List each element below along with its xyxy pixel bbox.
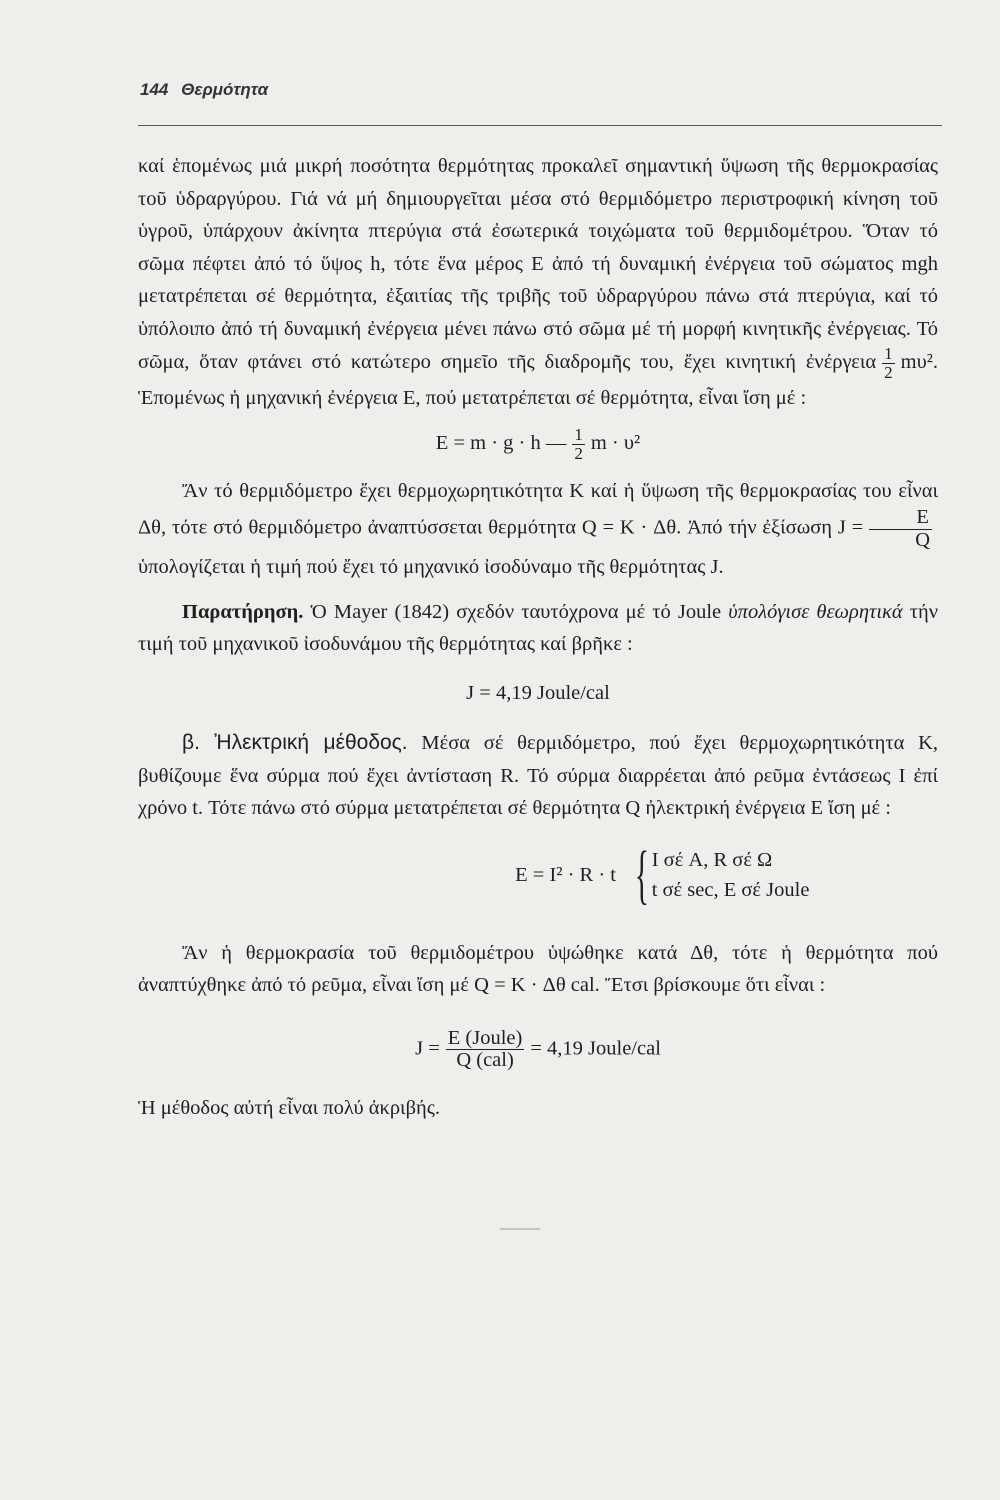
paragraph-remark bbox=[138, 596, 938, 661]
method-title: β. Ἠλεκτρική μέθοδος. bbox=[182, 731, 408, 755]
page-content bbox=[138, 150, 938, 1124]
formula-energy bbox=[138, 426, 938, 463]
fraction-numerator: E (Joule) bbox=[447, 1026, 523, 1049]
fraction-numerator: E bbox=[869, 507, 932, 530]
remark-text-b: τήν τιμή τοῦ μηχανικοῦ ἰσοδυνάμου τῆς θερμότητας καί βρῆκε : bbox=[138, 600, 938, 656]
fraction-numerator: 1 bbox=[574, 425, 583, 445]
paragraph-conclusion bbox=[138, 1092, 938, 1125]
fraction-half bbox=[882, 345, 895, 382]
fraction-denominator: 2 bbox=[884, 362, 893, 382]
temperature-rise-text: Ἄν ἡ θερμοκρασία τοῦ θερμιδομέτρου ὑψώθηκε κατά Δθ, τότε ἡ θερμότητα πού ἀναπτύχθηκε ἀπό τό ρεῦμα, εἶναι ἴση μέ Q = K · Δθ cal. Ἔτσι βρίσκουμε ὅτι εἶναι : bbox=[138, 941, 938, 997]
formula-electric-equation: E = I² · R · t bbox=[515, 863, 616, 886]
formula-joule-text: J = 4,19 Joule/cal bbox=[466, 681, 610, 704]
fraction-numerator: 1 bbox=[884, 344, 893, 363]
page-header bbox=[140, 80, 268, 100]
formula-j-right: = 4,19 Joule/cal bbox=[530, 1037, 661, 1060]
unit-line-2: t σέ sec, E σέ Joule bbox=[651, 878, 810, 901]
formula-j-ratio bbox=[138, 1028, 938, 1072]
calorimeter-text-b: ὑπολογίζεται ἡ τιμή πού ἔχει τό μηχανικό ἰσοδύναμο τῆς θερμότητας J. bbox=[138, 556, 724, 579]
remark-italic: ὑπολόγισε θεωρητικά bbox=[728, 600, 903, 623]
paragraph-electric-method bbox=[138, 727, 938, 825]
conclusion-text: Ἡ μέθοδος αὐτή εἶναι πολύ ἀκριβής. bbox=[138, 1096, 440, 1119]
intro-text-b: mυ². Ἑπομένως ἡ μηχανική ἐνέργεια E, πού μετατρέπεται σέ θερμότητα, εἶναι ἴση μέ : bbox=[138, 351, 938, 409]
formula-electric-energy bbox=[138, 833, 938, 917]
formula-joule-value bbox=[138, 677, 938, 710]
calorimeter-text-a: Ἄν τό θερμιδόμετρο ἔχει θερμοχωρητικότητα K καί ἡ ὕψωση τῆς θερμοκρασίας του εἶναι Δθ, τότε στό θερμιδόμετρο ἀναπτύσσεται θερμότητα Q = K · Δθ. Ἀπό τήν ἐξίσωση J = bbox=[138, 479, 938, 540]
chapter-title: Θερμότητα bbox=[181, 80, 269, 99]
fraction-denominator: Q (cal) bbox=[456, 1049, 514, 1072]
formula-energy-right: m · υ² bbox=[590, 432, 641, 455]
formula-energy-left: E = m · g · h — bbox=[435, 432, 567, 455]
pencil-mark bbox=[500, 1228, 540, 1230]
fraction-e-over-q bbox=[869, 507, 932, 551]
method-text: Μέσα σέ θερμιδόμετρο, πού ἔχει θερμοχωρητικότητα K, βυθίζουμε ἕνα σύρμα πού ἔχει ἀντίσταση R. Τό σύρμα διαρρέεται ἀπό ρεῦμα ἐντάσεως I ἐπί χρόνο t. Τότε πάνω στό σύρμα μετατρέπεται σέ θερμότητα Q ἠλεκτρική ἐνέργεια E ἴση μέ : bbox=[138, 732, 939, 820]
formula-j-left: J = bbox=[415, 1037, 440, 1060]
formula-units bbox=[652, 845, 810, 905]
paragraph-calorimeter bbox=[138, 475, 938, 584]
fraction-denominator: 2 bbox=[574, 444, 583, 464]
page-number: 144 bbox=[140, 80, 169, 99]
remark-label: Παρατήρηση. bbox=[182, 600, 304, 623]
remark-text-a: Ὁ Mayer (1842) σχεδόν ταυτόχρονα μέ τό Joule bbox=[310, 600, 722, 623]
formula-energy-fraction bbox=[572, 426, 585, 463]
unit-line-1: I σέ A, R σέ Ω bbox=[651, 848, 773, 871]
formula-j-fraction bbox=[446, 1028, 525, 1072]
paragraph-intro bbox=[138, 150, 938, 414]
fraction-denominator: Q bbox=[915, 528, 930, 551]
brace-symbol: { bbox=[634, 837, 649, 911]
header-rule bbox=[138, 125, 942, 126]
intro-text-a: καί ἑπομένως μιά μικρή ποσότητα θερμότητας προκαλεῖ σημαντική ὕψωση τῆς θερμοκρασίας τοῦ ὑδραργύρου. Γιά νά μή δημιουργεῖται μέσα στό θερμιδόμετρο περιστροφική κίνηση τοῦ ὑγροῦ, ὑπάρχουν ἀκίνητα πτερύγια στά ἐσωτερικά τοιχώματα τοῦ θερμιδομέτρου. Ὅταν τό σῶμα πέφτει ἀπό τό ὕψος h, τότε ἕνα μέρος E ἀπό τή δυναμική ἐνέργεια τοῦ σώματος mgh μετατρέπεται σέ θερμότητα, ἐξαιτίας τῆς τριβῆς τοῦ ὑδραργύρου πάνω στά πτερύγια, καί τό ὑπόλοιπο ἀπό τή δυναμική ἐνέργεια μένει πάνω στό σῶμα μέ τή μορφή κινητικῆς ἐνέργειας. Τό σῶμα, ὅταν φτάνει στό κατώτερο σημεῖο τῆς διαδρομῆς του, ἔχει κινητική ἐνέργεια bbox=[138, 155, 938, 374]
paragraph-temperature-rise bbox=[138, 937, 938, 1002]
